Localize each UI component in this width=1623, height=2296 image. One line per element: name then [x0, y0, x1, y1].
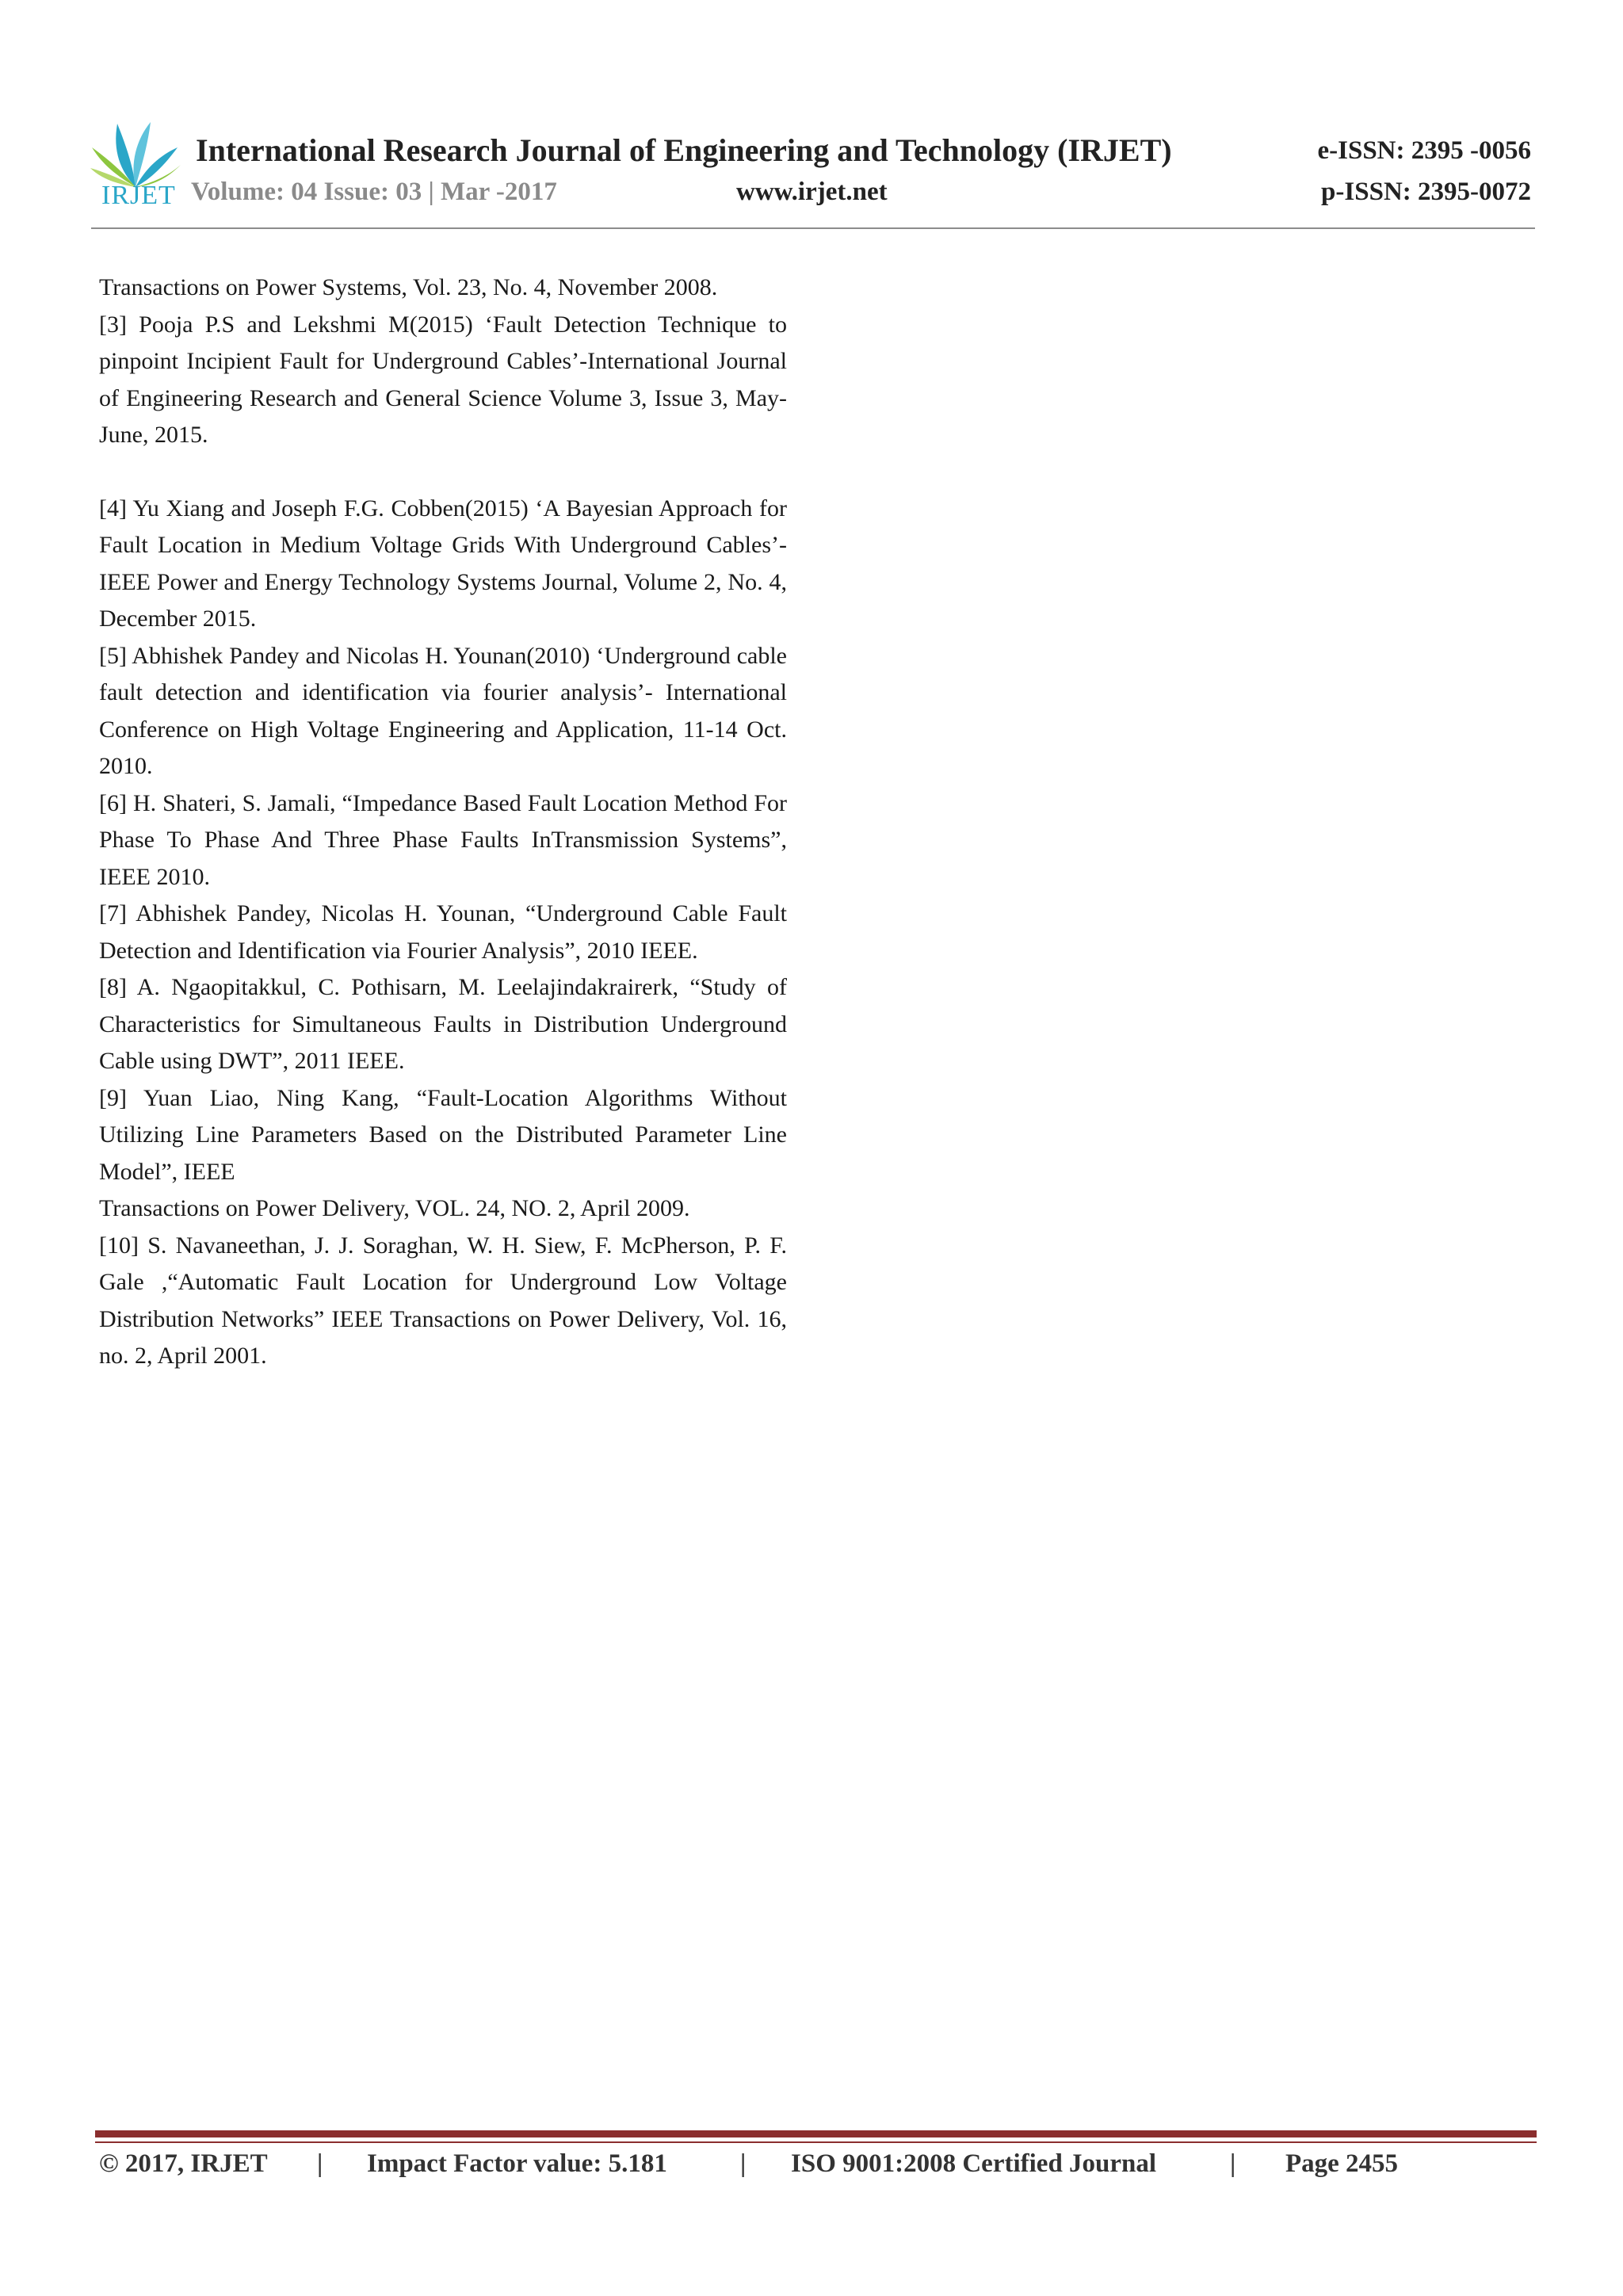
journal-title: International Research Journal of Engineering and Technology (IRJET) — [196, 132, 1172, 168]
reference-3: [3] Pooja P.S and Lekshmi M(2015) ‘Fault Detection Technique to pinpoint Incipient Fault for Underground Cables’-International Journal of Engineering Research and General Science Volume 3, Issue 3, May-June, 2015. — [99, 311, 787, 448]
reference-7: [7] Abhishek Pandey, Nicolas H. Younan, “Underground Cable Fault Detection and Identification via Fourier Analysis”, 2010 IEEE. — [99, 900, 787, 964]
reference-continuation: Transactions on Power Systems, Vol. 23, No. 4, November 2008. — [99, 274, 718, 300]
footer-divider-thin — [95, 2141, 1537, 2143]
journal-website-link[interactable]: www.irjet.net — [736, 178, 888, 206]
paragraph-gap — [99, 454, 787, 491]
footer-page-number: Page 2455 — [1285, 2149, 1399, 2178]
footer-separator: | — [740, 2149, 747, 2178]
footer-separator: | — [1230, 2149, 1236, 2178]
references-column — [99, 269, 787, 1375]
reference-9: [9] Yuan Liao, Ning Kang, “Fault-Location Algorithms Without Utilizing Line Parameters Based on the Distributed Parameter Line Model”, IEEE — [99, 1084, 787, 1185]
e-issn: e-ISSN: 2395 -0056 — [1317, 136, 1531, 165]
footer-separator: | — [317, 2149, 323, 2178]
reference-8: [8] A. Ngaopitakkul, C. Pothisarn, M. Leelajindakrairerk, “Study of Characteristics for Simultaneous Faults in Distribution Underground Cable using DWT”, 2011 IEEE. — [99, 974, 787, 1074]
reference-6: [6] H. Shateri, S. Jamali, “Impedance Based Fault Location Method For Phase To Phase And Three Phase Faults InTransmission Systems”, IEEE 2010. — [99, 789, 787, 890]
logo-text: IRJET — [101, 181, 176, 210]
footer-iso: ISO 9001:2008 Certified Journal — [791, 2149, 1157, 2178]
reference-4: [4] Yu Xiang and Joseph F.G. Cobben(2015) ‘A Bayesian Approach for Fault Location in Medium Voltage Grids With Underground Cables’-IEEE Power and Energy Technology Systems Journal, Volume 2, No. 4, December 2015. — [99, 495, 787, 632]
header-divider — [91, 227, 1535, 229]
footer-impact-factor: Impact Factor value: 5.181 — [367, 2149, 667, 2178]
p-issn: p-ISSN: 2395-0072 — [1321, 178, 1531, 206]
reference-9-continuation: Transactions on Power Delivery, VOL. 24, NO. 2, April 2009. — [99, 1195, 690, 1221]
volume-issue: Volume: 04 Issue: 03 | Mar -2017 — [191, 178, 557, 206]
reference-5: [5] Abhishek Pandey and Nicolas H. Younan(2010) ‘Underground cable fault detection and identification via fourier analysis’- International Conference on High Voltage Engineering and Application, 11-14 Oct. 2010. — [99, 642, 787, 779]
reference-10: [10] S. Navaneethan, J. J. Soraghan, W. H. Siew, F. McPherson, P. F. Gale ,“Automatic Fault Location for Underground Low Voltage Distribution Networks” IEEE Transactions on Power Delivery, Vol. 16, no. 2, April 2001. — [99, 1232, 787, 1369]
footer-copyright: © 2017, IRJET — [99, 2149, 268, 2178]
footer-divider-thick — [95, 2130, 1537, 2137]
